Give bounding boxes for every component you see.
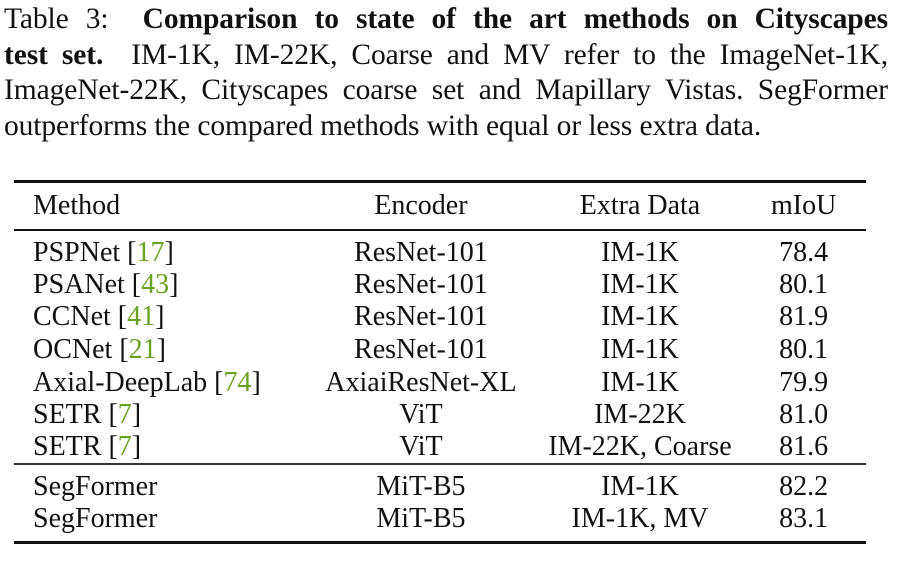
citation-link[interactable]: 41 (127, 301, 156, 333)
citation-link[interactable]: 43 (141, 268, 170, 300)
header-miou: mIoU (771, 189, 837, 221)
encoder-cell: ResNet-101 (354, 236, 488, 268)
extra-data-cell: IM-22K (594, 399, 686, 431)
table-row (14, 431, 866, 464)
citation-link[interactable]: 7 (117, 431, 132, 463)
table-row (14, 399, 866, 432)
method-cell: SegFormer (14, 503, 313, 543)
extra-data-cell: IM-1K, MV (529, 503, 752, 543)
caption-title: Comparison to state of the art methods on Cityscapes (142, 3, 888, 35)
caption-line-1 (4, 2, 888, 38)
method-cell: SegFormer (14, 464, 313, 503)
miou-cell: 81.9 (779, 301, 829, 333)
extra-data-cell: IM-1K (601, 268, 679, 300)
miou-cell-best: 83.1 (751, 503, 866, 543)
miou-cell: 80.1 (779, 268, 829, 300)
table-body (14, 230, 866, 543)
encoder-cell: ResNet-101 (354, 268, 488, 300)
extra-data-cell: IM-1K (529, 464, 752, 503)
method-cell: SETR [7] (33, 431, 142, 463)
method-cell: PSANet [43] (33, 268, 179, 300)
encoder-cell: ResNet-101 (354, 333, 488, 365)
method-cell: Axial-DeepLab [74] (33, 366, 261, 398)
method-cell: CCNet [41] (33, 301, 165, 333)
encoder-cell: ViT (399, 399, 443, 431)
encoder-cell: ViT (399, 431, 443, 463)
extra-data-cell: IM-1K (601, 236, 679, 268)
extra-data-cell: IM-1K (601, 301, 679, 333)
extra-data-cell: IM-1K (601, 333, 679, 365)
citation-link[interactable]: 74 (223, 366, 252, 398)
table-row (14, 269, 866, 302)
miou-cell: 81.6 (779, 431, 829, 463)
encoder-cell: ResNet-101 (354, 301, 488, 333)
caption-line-4: outperforms the compared methods with equal or less extra data. (4, 109, 762, 142)
method-cell: SETR [7] (33, 399, 142, 431)
miou-cell: 82.2 (751, 464, 866, 503)
miou-cell: 79.9 (779, 366, 829, 398)
comparison-table (14, 180, 866, 544)
citation-link[interactable]: 21 (128, 333, 157, 365)
table-row (14, 366, 866, 399)
encoder-cell: MiT-B5 (313, 464, 528, 503)
table-caption (4, 2, 888, 144)
table-row-ours (14, 464, 866, 503)
encoder-cell: MiT-B5 (313, 503, 528, 543)
table-row-ours (14, 503, 866, 543)
method-cell: OCNet [21] (33, 333, 166, 365)
table-row (14, 334, 866, 367)
header-extra-data: Extra Data (579, 189, 701, 221)
table-row (14, 230, 866, 269)
table-header-row (14, 182, 866, 230)
extra-data-cell: IM-22K, Coarse (548, 431, 732, 463)
miou-cell: 78.4 (779, 236, 829, 268)
caption-body: IM-1K, IM-22K, Coarse and MV refer to the ImageNet-1K, (131, 38, 888, 71)
header-encoder: Encoder (374, 189, 468, 221)
caption-line-2 (4, 38, 888, 74)
caption-label: Table 3: (4, 3, 109, 35)
header-method: Method (33, 189, 121, 221)
table-row (14, 301, 866, 334)
miou-cell: 80.1 (779, 333, 829, 365)
encoder-cell: AxiaiResNet-XL (325, 366, 517, 398)
citation-link[interactable]: 7 (117, 399, 132, 431)
caption-title-cont: test set. (4, 38, 104, 71)
citation-link[interactable]: 17 (136, 236, 165, 268)
extra-data-cell: IM-1K (601, 366, 679, 398)
caption-line-3: ImageNet-22K, Cityscapes coarse set and Mapillary Vistas. SegFormer (4, 74, 888, 106)
method-cell: PSPNet [17] (33, 236, 174, 268)
miou-cell: 81.0 (779, 399, 829, 431)
